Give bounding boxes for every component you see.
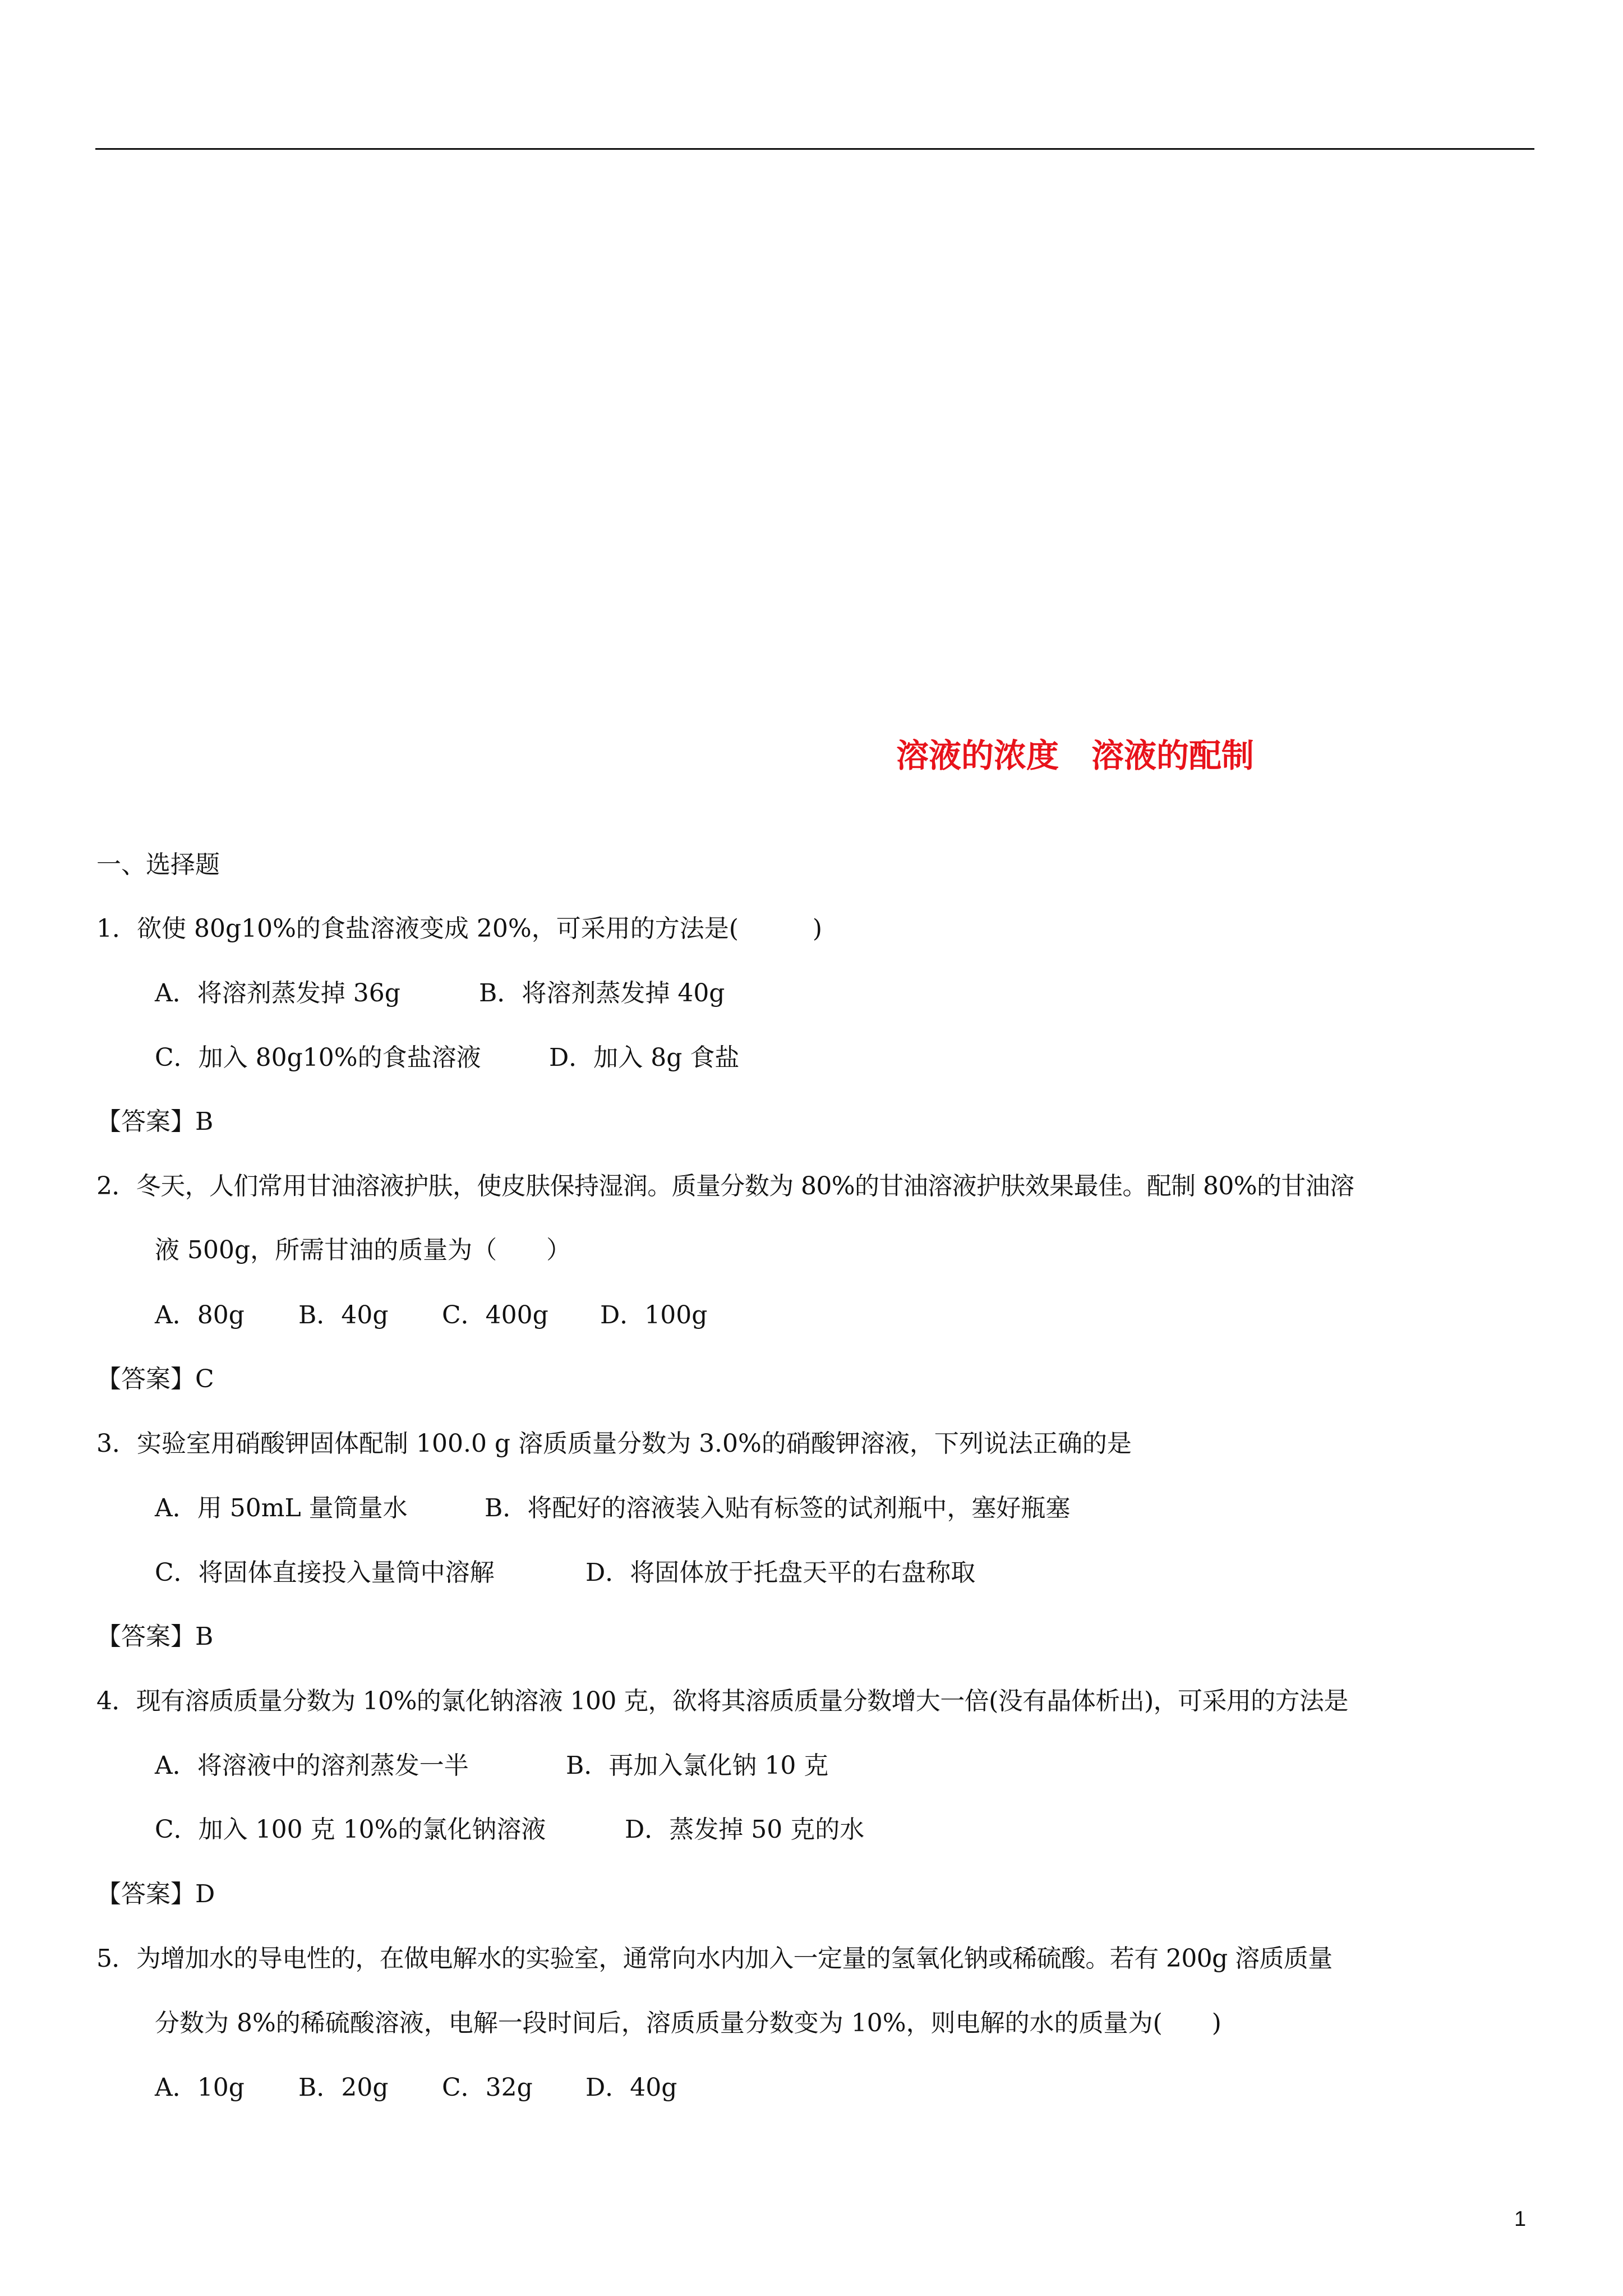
question-2-options — [155, 1303, 707, 1328]
question-5-stem-line-2: 分数为 8%的稀硫酸溶液，电解一段时间后，溶质质量分数变为 10%，则电解的水的质量为( ) — [155, 2009, 1221, 2037]
question-5-option-a: A．10g — [155, 2073, 245, 2102]
question-3-option-a: A．用 50mL 量筒量水 — [155, 1494, 408, 1522]
question-2-option-d: D．100g — [600, 1301, 708, 1329]
question-3-options-row-2 — [155, 1558, 976, 1587]
question-3-answer: 【答案】B — [96, 1622, 214, 1651]
question-2-option-c: C．400g — [442, 1301, 548, 1329]
question-1-options-row-1 — [155, 981, 725, 1006]
question-2-option-a: A．80g — [155, 1301, 245, 1329]
question-2-stem-line-1: 2．冬天，人们常用甘油溶液护肤，使皮肤保持湿润。质量分数为 80%的甘油溶液护肤效果最佳。配制 80%的甘油溶 — [96, 1172, 1354, 1200]
question-4-options-row-2 — [155, 1815, 865, 1844]
section-heading: 一、选择题 — [96, 850, 220, 879]
document-title: 溶液的浓度 溶液的配制 — [896, 737, 1255, 775]
question-5-option-c: C．32g — [442, 2073, 533, 2102]
question-1-option-a: A．将溶剂蒸发掉 36g — [155, 979, 400, 1007]
question-2-answer: 【答案】C — [96, 1365, 214, 1393]
question-1-stem: 1．欲使 80g10%的食盐溶液变成 20%，可采用的方法是( ) — [96, 914, 823, 943]
header-rule — [95, 148, 1534, 150]
question-3-option-c: C．将固体直接投入量筒中溶解 — [155, 1558, 495, 1587]
page-number: 1 — [1514, 2207, 1527, 2231]
question-2-stem-line-2: 液 500g，所需甘油的质量为（ ） — [155, 1236, 571, 1264]
question-4-options-row-1 — [155, 1751, 829, 1780]
question-4-stem: 4．现有溶质质量分数为 10%的氯化钠溶液 100 克，欲将其溶质质量分数增大一倍(没有晶体析出)，可采用的方法是 — [96, 1687, 1348, 1715]
question-5-option-b: B．20g — [298, 2073, 389, 2102]
question-5-option-d: D．40g — [585, 2073, 677, 2102]
question-4-option-a: A．将溶液中的溶剂蒸发一半 — [155, 1751, 469, 1780]
question-1-answer: 【答案】B — [96, 1107, 214, 1136]
question-5-options — [155, 2073, 677, 2102]
question-1-option-b: B．将溶剂蒸发掉 40g — [479, 979, 725, 1007]
question-2-option-b: B．40g — [298, 1301, 389, 1329]
question-4-option-c: C．加入 100 克 10%的氯化钠溶液 — [155, 1815, 546, 1844]
question-3-options-row-1 — [155, 1496, 1070, 1521]
question-4-option-d: D．蒸发掉 50 克的水 — [625, 1815, 865, 1844]
question-3-option-b: B．将配好的溶液装入贴有标签的试剂瓶中，塞好瓶塞 — [485, 1494, 1071, 1522]
question-3-stem: 3．实验室用硝酸钾固体配制 100.0 g 溶质质量分数为 3.0%的硝酸钾溶液，下列说法正确的是 — [96, 1429, 1132, 1458]
question-1-options-row-2 — [155, 1043, 740, 1072]
question-4-option-b: B．再加入氯化钠 10 克 — [566, 1751, 829, 1780]
question-3-option-d: D．将固体放于托盘天平的右盘称取 — [585, 1558, 976, 1587]
question-4-answer: 【答案】D — [96, 1880, 215, 1908]
question-5-stem-line-1: 5．为增加水的导电性的，在做电解水的实验室，通常向水内加入一定量的氢氧化钠或稀硫酸。若有 200g 溶质质量 — [96, 1944, 1332, 1973]
question-1-option-c: C．加入 80g10%的食盐溶液 — [155, 1043, 481, 1072]
question-1-option-d: D．加入 8g 食盐 — [549, 1043, 740, 1072]
